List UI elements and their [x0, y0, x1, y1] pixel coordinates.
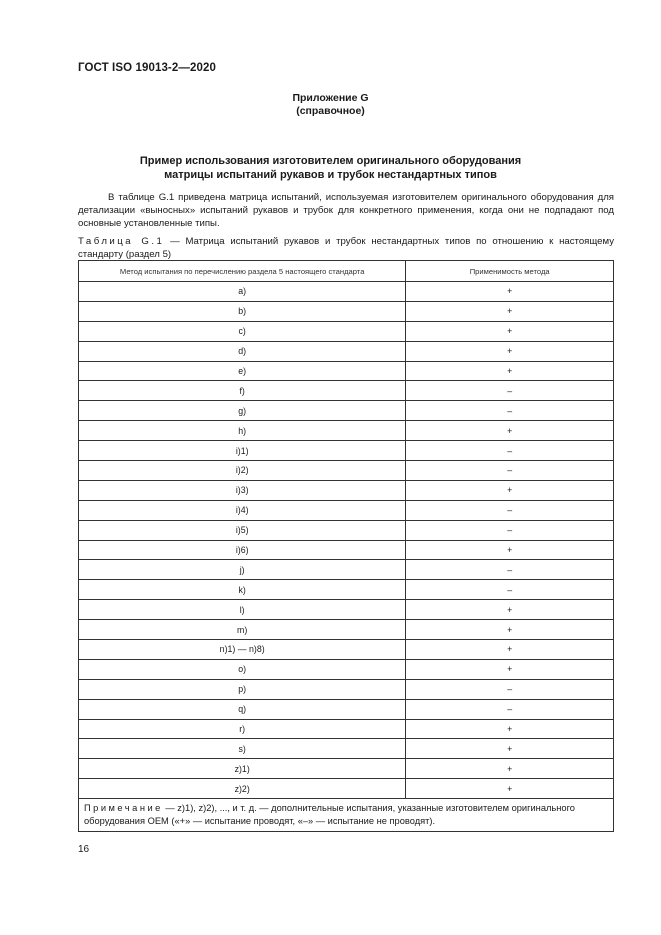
table-header-row [79, 261, 614, 282]
table-caption-text: — Матрица испытаний рукавов и трубок нестандартных типов по отношению к настоящему стандарту (раздел 5) [78, 236, 614, 260]
table-row [79, 580, 614, 600]
annex-main-title-line2: матрицы испытаний рукавов и трубок нестандартных типов [164, 169, 497, 181]
table-row [79, 480, 614, 500]
table-row [79, 719, 614, 739]
table-row [79, 640, 614, 660]
method-cell: i)1) [79, 441, 406, 461]
note-label: Примечание [84, 803, 163, 814]
method-cell: j) [79, 560, 406, 580]
table-row [79, 600, 614, 620]
method-cell: f) [79, 381, 406, 401]
applicability-cell: + [406, 301, 614, 321]
method-cell: i)2) [79, 461, 406, 481]
table-caption-label: Таблица G.1 [78, 236, 165, 247]
table-caption [78, 236, 614, 262]
table-row [79, 560, 614, 580]
table-row [79, 500, 614, 520]
method-cell: c) [79, 321, 406, 341]
applicability-cell: + [406, 321, 614, 341]
intro-paragraph: В таблице G.1 приведена матрица испытаний, используемая изготовителем оригинального оборудования для детализации «выносных» испытаний рукавов и трубок для конкретного применения, когда они не подпадают под основные установленные типы. [78, 192, 614, 229]
table-row [79, 361, 614, 381]
table-note [79, 799, 614, 832]
applicability-cell: + [406, 282, 614, 302]
table-row [79, 282, 614, 302]
applicability-cell: + [406, 421, 614, 441]
applicability-cell: – [406, 381, 614, 401]
table-row [79, 341, 614, 361]
applicability-cell: + [406, 719, 614, 739]
method-cell: s) [79, 739, 406, 759]
applicability-cell: – [406, 500, 614, 520]
method-cell: q) [79, 699, 406, 719]
applicability-cell: + [406, 600, 614, 620]
method-cell: a) [79, 282, 406, 302]
applicability-cell: + [406, 640, 614, 660]
applicability-cell: + [406, 540, 614, 560]
table-note-row [79, 799, 614, 832]
table-row [79, 321, 614, 341]
method-cell: n)1) — n)8) [79, 640, 406, 660]
method-cell: i)3) [79, 480, 406, 500]
note-text: — z)1), z)2), ..., и т. д. — дополнительные испытания, указанные изготовителем оригинального оборудования OEM («+» — испытание проводят, «–» — испытание не проводят). [84, 803, 575, 826]
applicability-cell: – [406, 580, 614, 600]
applicability-cell: + [406, 779, 614, 799]
method-cell: k) [79, 580, 406, 600]
annex-main-title [0, 154, 661, 182]
table-row [79, 699, 614, 719]
table-row [79, 520, 614, 540]
column-header-applicability: Применимость метода [406, 261, 614, 282]
method-cell: z)1) [79, 759, 406, 779]
annex-title: Приложение G [292, 92, 369, 104]
table-row [79, 441, 614, 461]
applicability-cell: – [406, 520, 614, 540]
method-cell: e) [79, 361, 406, 381]
table-row [79, 679, 614, 699]
method-cell: o) [79, 659, 406, 679]
method-cell: b) [79, 301, 406, 321]
method-cell: h) [79, 421, 406, 441]
method-cell: i)5) [79, 520, 406, 540]
applicability-cell: + [406, 361, 614, 381]
applicability-cell: – [406, 461, 614, 481]
applicability-cell: + [406, 759, 614, 779]
method-cell: z)2) [79, 779, 406, 799]
applicability-cell: – [406, 401, 614, 421]
method-cell: l) [79, 600, 406, 620]
annex-main-title-line1: Пример использования изготовителем оригинального оборудования [139, 155, 522, 167]
table-row [79, 381, 614, 401]
applicability-cell: + [406, 480, 614, 500]
method-cell: i)4) [79, 500, 406, 520]
table-row [79, 759, 614, 779]
table-row [79, 779, 614, 799]
table-row [79, 421, 614, 441]
applicability-cell: + [406, 341, 614, 361]
applicability-cell: + [406, 659, 614, 679]
applicability-cell: + [406, 620, 614, 640]
annex-heading [0, 92, 661, 118]
method-cell: r) [79, 719, 406, 739]
standard-header: ГОСТ ISO 19013-2—2020 [78, 62, 216, 74]
method-cell: m) [79, 620, 406, 640]
applicability-cell: – [406, 441, 614, 461]
method-cell: p) [79, 679, 406, 699]
test-matrix-table [78, 260, 614, 832]
method-cell: g) [79, 401, 406, 421]
table-row [79, 659, 614, 679]
page-number: 16 [78, 844, 90, 855]
table-row [79, 540, 614, 560]
table-row [79, 301, 614, 321]
applicability-cell: – [406, 679, 614, 699]
applicability-cell: – [406, 560, 614, 580]
applicability-cell: + [406, 739, 614, 759]
table-row [79, 401, 614, 421]
method-cell: d) [79, 341, 406, 361]
column-header-method: Метод испытания по перечислению раздела 5 настоящего стандарта [79, 261, 406, 282]
applicability-cell: – [406, 699, 614, 719]
table-row [79, 620, 614, 640]
table-row [79, 739, 614, 759]
method-cell: i)6) [79, 540, 406, 560]
table-row [79, 461, 614, 481]
annex-status: (справочное) [296, 105, 365, 117]
